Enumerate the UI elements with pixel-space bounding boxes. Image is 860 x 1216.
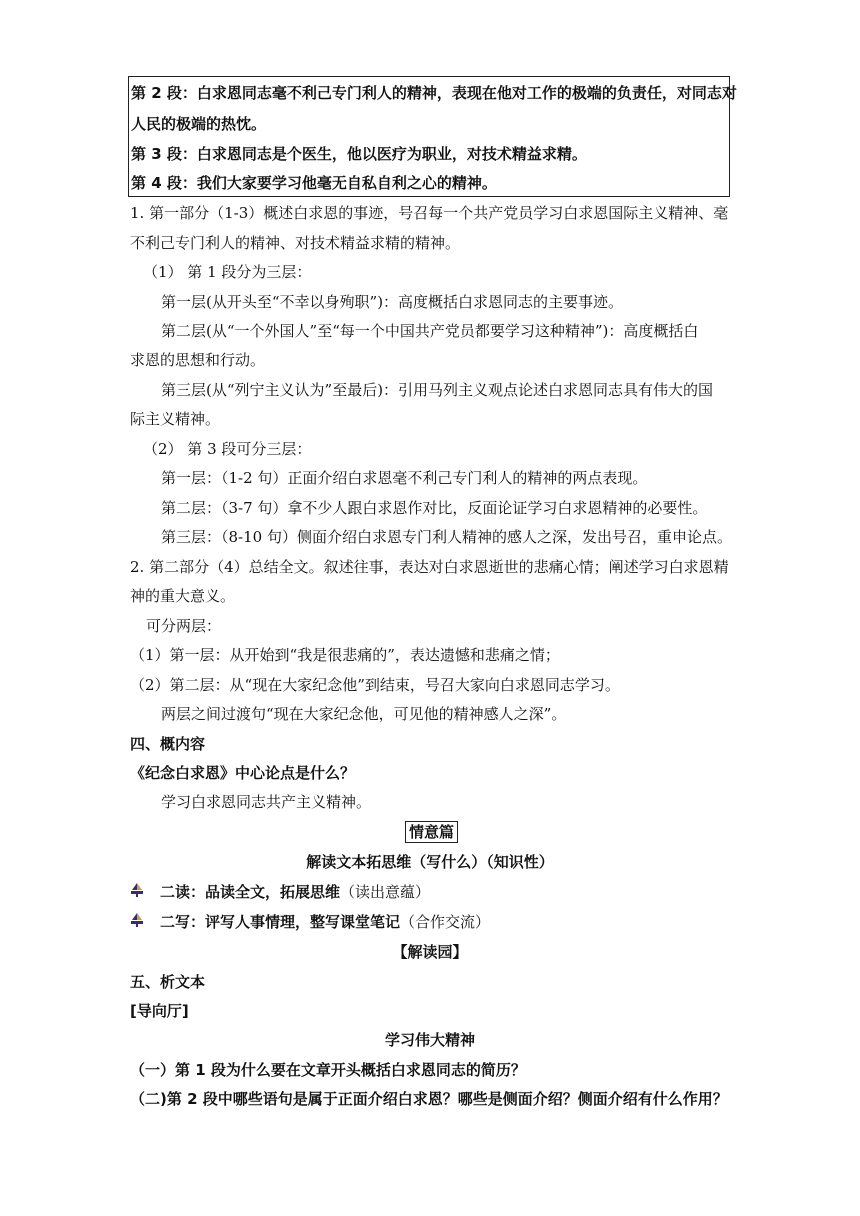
bullet-icon <box>130 912 144 928</box>
bullet-read-note: （读出意蕴） <box>340 883 431 901</box>
part2-two-layers: 可分两层： <box>146 617 222 635</box>
part2-layer1: （1）第一层：从开始到“我是很悲痛的”，表达遗憾和悲痛之情； <box>130 646 560 664</box>
question-1: （一）第 1 段为什么要在文章开头概括白求恩同志的简历？ <box>130 1061 526 1079</box>
para2-line1: 第 2 段：白求恩同志毫不利己专门利人的精神，表现在他对工作的极端的负责任，对同志对 <box>131 84 737 102</box>
section5-center-title: 学习伟大精神 <box>384 1031 475 1049</box>
bullet-write <box>160 912 490 932</box>
part2-layer2: （2）第二层：从“现在大家纪念他”到结束，号召大家向白求恩同志学习。 <box>130 676 620 694</box>
bullet-read <box>160 882 430 902</box>
emotion-section-title: 情意篇 <box>405 821 458 843</box>
part1-sub1-layer2-a: 第二层(从“一个外国人”至“每一个中国共产党员都要学习这种精神”)：高度概括白 <box>161 322 699 340</box>
para3-line: 第 3 段：白求恩同志是个医生，他以医疗为职业，对技术精益求精。 <box>131 145 587 163</box>
part2-transition: 两层之间过渡句“现在大家纪念他，可见他的精神感人之深”。 <box>161 705 567 723</box>
emotion-subtitle: 解读文本拓思维（写什么）（知识性） <box>306 853 554 871</box>
para2-line2: 人民的极端的热忱。 <box>131 115 267 133</box>
part1-line1: 1. 第一部分（1-3）概述白求恩的事迹，号召每一个共产党员学习白求恩国际主义精神、毫 <box>130 204 729 222</box>
part1-sub1-heading: （1） 第 1 段分为三层： <box>143 263 312 281</box>
part1-line2: 不利己专门利人的精神、对技术精益求精的精神。 <box>130 234 461 252</box>
part2-line1: 2. 第二部分（4）总结全文。叙述往事，表达对白求恩逝世的悲痛心情；阐述学习白求恩精 <box>130 558 729 576</box>
part1-sub2-heading: （2） 第 3 段可分三层： <box>143 440 312 458</box>
part1-sub1-layer2-b: 求恩的思想和行动。 <box>130 351 266 369</box>
reading-garden-title: 【解读园】 <box>392 943 468 961</box>
part1-sub2-layer1: 第一层：（1-2 句）正面介绍白求恩毫不利己专门利人的精神的两点表现。 <box>161 469 648 487</box>
guide-hall: [导向厅] <box>130 1002 189 1020</box>
part1-sub2-layer3: 第三层：（8-10 句）侧面介绍白求恩专门利人精神的感人之深，发出号召，重申论点。 <box>161 528 732 546</box>
part1-sub1-layer1: 第一层(从开头至“不幸以身殉职”)：高度概括白求恩同志的主要事迹。 <box>161 293 624 311</box>
bullet-write-note: （合作交流） <box>400 913 491 931</box>
part1-sub1-layer3-a: 第三层(从“列宁主义认为”至最后)：引用马列主义观点论述白求恩同志具有伟大的国 <box>161 381 714 399</box>
section4-answer: 学习白求恩同志共产主义精神。 <box>161 793 372 811</box>
section4-title: 四、概内容 <box>130 735 206 753</box>
bullet-write-bold: 二写：评写人事情理，整写课堂笔记 <box>160 913 401 931</box>
question-2: （二)第 2 段中哪些语句是属于正面介绍白求恩？哪些是侧面介绍？侧面介绍有什么作用？ <box>130 1090 728 1108</box>
section4-question: 《纪念白求恩》中心论点是什么？ <box>130 764 356 782</box>
section5-title: 五、析文本 <box>130 973 206 991</box>
part2-line2: 神的重大意义。 <box>130 587 236 605</box>
part1-sub2-layer2: 第二层：（3-7 句）拿不少人跟白求恩作对比，反面论证学习白求恩精神的必要性。 <box>161 499 708 517</box>
bullet-icon <box>130 882 144 898</box>
part1-sub1-layer3-b: 际主义精神。 <box>130 410 221 428</box>
bullet-read-bold: 二读：品读全文，拓展思维 <box>160 883 341 901</box>
para4-line: 第 4 段：我们大家要学习他毫无自私自利之心的精神。 <box>131 174 497 192</box>
